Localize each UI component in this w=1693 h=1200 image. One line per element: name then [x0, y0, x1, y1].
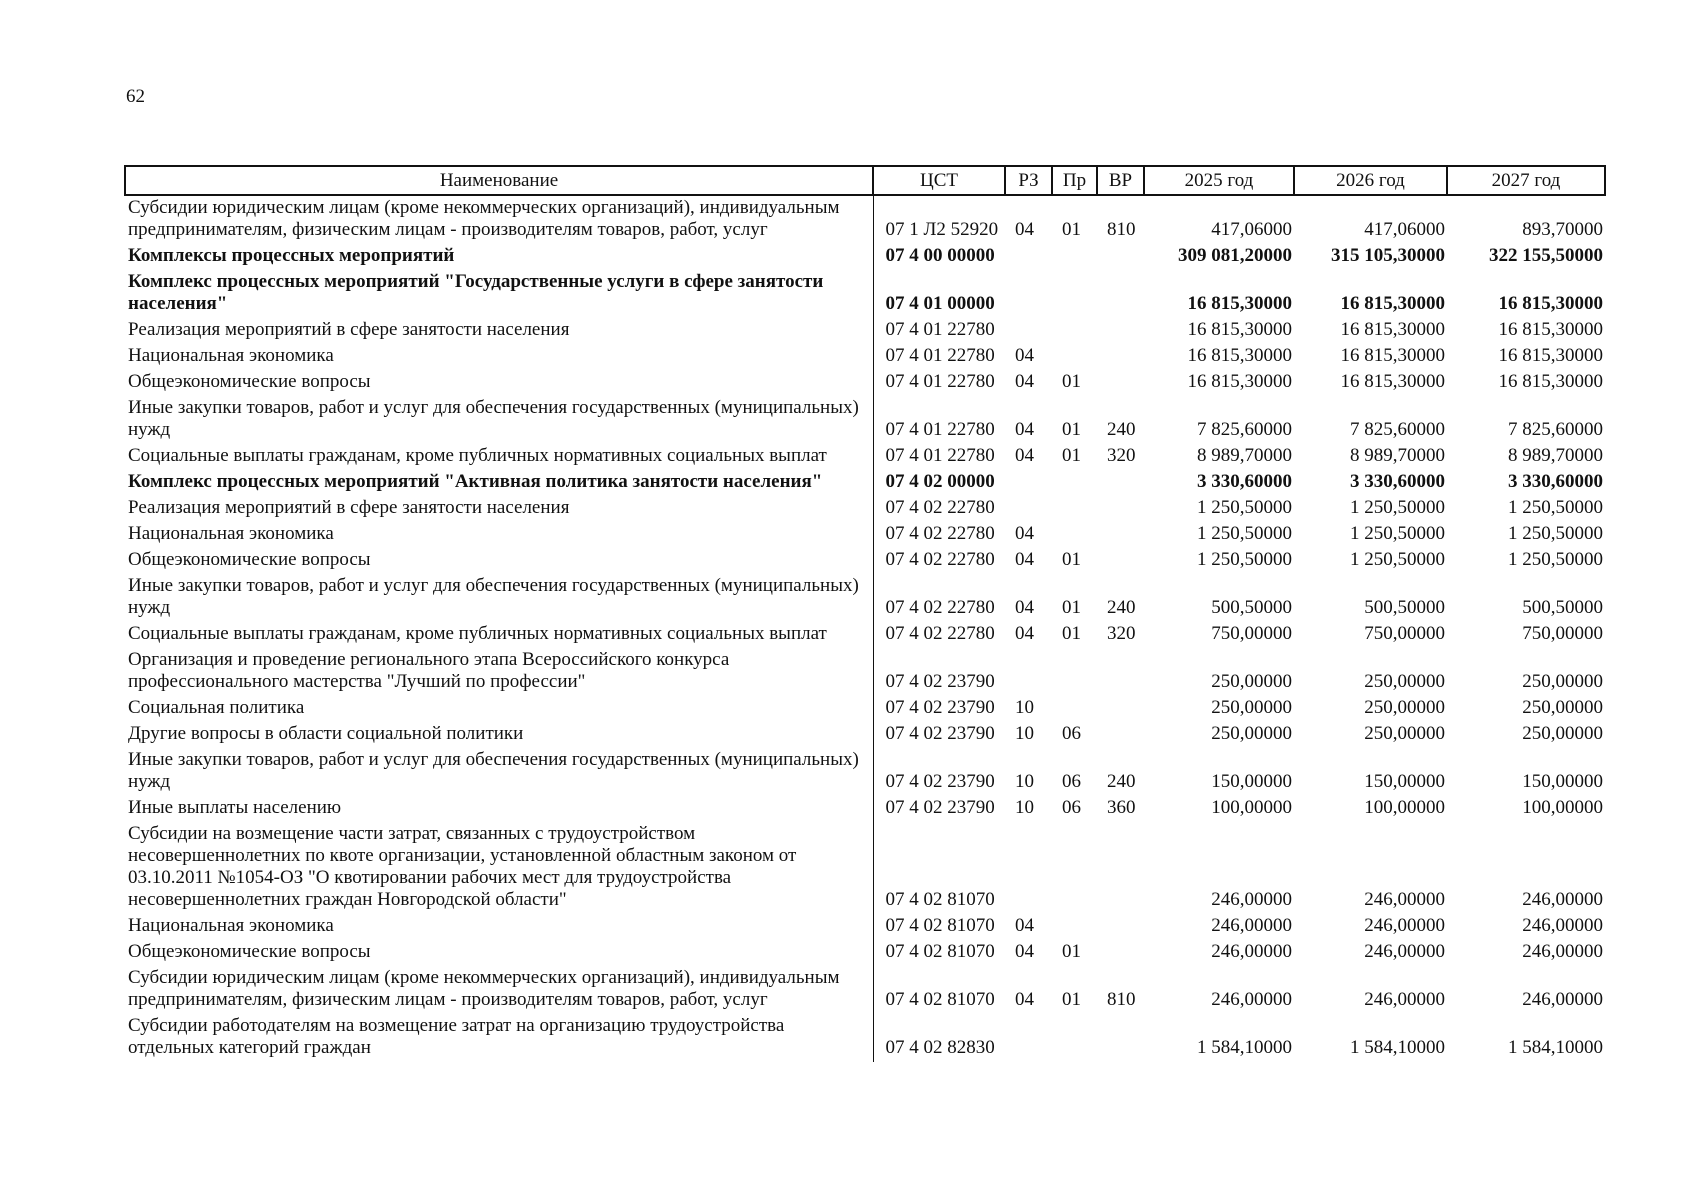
row-2027-cell: 150,00000 [1522, 771, 1603, 792]
row-2026-cell: 417,06000 [1364, 219, 1445, 240]
row-cst-cell: 07 4 01 00000 [885, 293, 995, 314]
row-cst-cell: 07 4 02 22780 [885, 497, 995, 518]
row-2027-cell: 1 250,50000 [1508, 549, 1603, 570]
header-2027: 2027 год [1447, 166, 1605, 195]
row-vr-cell [1097, 822, 1144, 914]
row-rz-cell [1005, 648, 1052, 696]
row-cst-cell: 07 4 01 22780 [885, 445, 995, 466]
row-rz-cell: 04 [1015, 419, 1034, 440]
table-row [125, 914, 1605, 940]
row-pr-cell [1052, 822, 1097, 914]
header-vr: ВР [1097, 166, 1144, 195]
table-row [125, 748, 1605, 796]
row-2025-cell: 16 815,30000 [1187, 319, 1292, 340]
row-name-cell: Иные выплаты населению [125, 796, 873, 822]
row-vr-cell: 320 [1107, 623, 1136, 644]
row-2026-cell: 500,50000 [1364, 597, 1445, 618]
row-vr-cell [1097, 496, 1144, 522]
row-2025-cell: 1 250,50000 [1197, 497, 1292, 518]
row-name-cell: Реализация мероприятий в сфере занятости населения [125, 318, 873, 344]
row-rz-cell [1005, 496, 1052, 522]
row-2025-cell: 3 330,60000 [1197, 471, 1292, 492]
row-2027-cell: 7 825,60000 [1508, 419, 1603, 440]
row-2025-cell: 417,06000 [1211, 219, 1292, 240]
row-rz-cell: 04 [1015, 915, 1034, 936]
row-vr-cell: 240 [1107, 771, 1136, 792]
row-rz-cell: 04 [1015, 345, 1034, 366]
row-cst-cell: 07 4 02 81070 [885, 989, 995, 1010]
row-pr-cell [1052, 244, 1097, 270]
row-2027-cell: 16 815,30000 [1498, 293, 1603, 314]
row-cst-cell: 07 4 02 22780 [885, 597, 995, 618]
table-row [125, 396, 1605, 444]
row-cst-cell: 07 4 01 22780 [885, 345, 995, 366]
row-cst-cell: 07 4 00 00000 [885, 245, 995, 266]
row-vr-cell [1097, 318, 1144, 344]
row-vr-cell [1097, 648, 1144, 696]
row-name-cell: Комплекс процессных мероприятий "Активная политика занятости населения" [125, 470, 873, 496]
row-cst-cell: 07 4 01 22780 [885, 419, 995, 440]
row-2027-cell: 3 330,60000 [1508, 471, 1603, 492]
row-rz-cell: 10 [1015, 723, 1034, 744]
row-2025-cell: 16 815,30000 [1187, 371, 1292, 392]
row-name-cell: Общеэкономические вопросы [125, 548, 873, 574]
row-rz-cell [1005, 822, 1052, 914]
row-cst-cell: 07 4 02 23790 [885, 723, 995, 744]
row-cst-cell: 07 4 02 00000 [885, 471, 995, 492]
row-2027-cell: 16 815,30000 [1498, 371, 1603, 392]
row-cst-cell: 07 1 Л2 52920 [885, 219, 999, 240]
row-2025-cell: 1 584,10000 [1197, 1037, 1292, 1058]
row-vr-cell: 320 [1107, 445, 1136, 466]
row-pr-cell [1052, 496, 1097, 522]
table-row [125, 496, 1605, 522]
row-2025-cell: 500,50000 [1211, 597, 1292, 618]
row-2026-cell: 246,00000 [1364, 989, 1445, 1010]
table-row [125, 522, 1605, 548]
row-2026-cell: 16 815,30000 [1340, 319, 1445, 340]
header-2026: 2026 год [1294, 166, 1447, 195]
row-name-cell: Социальная политика [125, 696, 873, 722]
header-2025: 2025 год [1144, 166, 1294, 195]
row-vr-cell [1097, 914, 1144, 940]
row-rz-cell [1005, 244, 1052, 270]
row-rz-cell: 04 [1015, 941, 1034, 962]
row-vr-cell: 360 [1107, 797, 1136, 818]
row-vr-cell [1097, 370, 1144, 396]
row-pr-cell: 01 [1062, 597, 1081, 618]
row-name-cell: Реализация мероприятий в сфере занятости населения [125, 496, 873, 522]
row-name-cell: Субсидии юридическим лицам (кроме некоммерческих организаций), индивидуальным предпринимателям, физическим лицам - производителям товаров, работ, услуг [125, 966, 873, 1014]
row-rz-cell: 10 [1015, 771, 1034, 792]
row-2027-cell: 246,00000 [1522, 915, 1603, 936]
row-pr-cell [1052, 344, 1097, 370]
table-header-row [125, 166, 1605, 195]
header-name: Наименование [125, 166, 873, 195]
row-2025-cell: 7 825,60000 [1197, 419, 1292, 440]
row-vr-cell [1097, 1014, 1144, 1062]
table-row [125, 470, 1605, 496]
table-row [125, 195, 1605, 244]
row-rz-cell [1005, 270, 1052, 318]
row-2025-cell: 250,00000 [1211, 697, 1292, 718]
row-2027-cell: 16 815,30000 [1498, 319, 1603, 340]
table-row [125, 370, 1605, 396]
row-name-cell: Иные закупки товаров, работ и услуг для обеспечения государственных (муниципальных) нужд [125, 748, 873, 796]
row-2027-cell: 893,70000 [1522, 219, 1603, 240]
row-2027-cell: 1 250,50000 [1508, 497, 1603, 518]
row-2025-cell: 246,00000 [1211, 889, 1292, 910]
table-row [125, 548, 1605, 574]
row-2026-cell: 750,00000 [1364, 623, 1445, 644]
row-2027-cell: 246,00000 [1522, 889, 1603, 910]
table-row [125, 270, 1605, 318]
row-2027-cell: 100,00000 [1522, 797, 1603, 818]
row-cst-cell: 07 4 02 22780 [885, 523, 995, 544]
row-rz-cell: 04 [1015, 549, 1034, 570]
row-pr-cell [1052, 696, 1097, 722]
table-row [125, 574, 1605, 622]
table-row [125, 444, 1605, 470]
row-2026-cell: 250,00000 [1364, 697, 1445, 718]
row-2026-cell: 16 815,30000 [1340, 293, 1445, 314]
row-cst-cell: 07 4 02 23790 [885, 797, 995, 818]
row-2027-cell: 1 250,50000 [1508, 523, 1603, 544]
row-vr-cell [1097, 548, 1144, 574]
table-row [125, 966, 1605, 1014]
row-vr-cell [1097, 522, 1144, 548]
row-rz-cell: 04 [1015, 989, 1034, 1010]
row-2025-cell: 309 081,20000 [1178, 245, 1292, 266]
row-cst-cell: 07 4 02 23790 [885, 671, 995, 692]
row-name-cell: Организация и проведение регионального этапа Всероссийского конкурса профессионального мастерства "Лучший по профессии" [125, 648, 873, 696]
row-2026-cell: 246,00000 [1364, 941, 1445, 962]
row-rz-cell [1005, 1014, 1052, 1062]
row-name-cell: Субсидии работодателям на возмещение затрат на организацию трудоустройства отдельных категорий граждан [125, 1014, 873, 1062]
row-name-cell: Общеэкономические вопросы [125, 940, 873, 966]
row-2025-cell: 16 815,30000 [1187, 345, 1292, 366]
row-2026-cell: 1 250,50000 [1350, 497, 1445, 518]
row-vr-cell [1097, 470, 1144, 496]
row-rz-cell: 04 [1015, 597, 1034, 618]
row-2026-cell: 1 250,50000 [1350, 523, 1445, 544]
row-name-cell: Комплексы процессных мероприятий [125, 244, 873, 270]
row-vr-cell: 240 [1107, 597, 1136, 618]
row-pr-cell: 01 [1062, 445, 1081, 466]
row-pr-cell [1052, 1014, 1097, 1062]
row-2027-cell: 246,00000 [1522, 941, 1603, 962]
table-row [125, 796, 1605, 822]
header-cst: ЦСТ [873, 166, 1005, 195]
row-pr-cell [1052, 648, 1097, 696]
row-2025-cell: 8 989,70000 [1197, 445, 1292, 466]
row-rz-cell: 10 [1015, 697, 1034, 718]
row-2027-cell: 16 815,30000 [1498, 345, 1603, 366]
row-name-cell: Комплекс процессных мероприятий "Государственные услуги в сфере занятости населения" [125, 270, 873, 318]
row-rz-cell: 04 [1015, 371, 1034, 392]
header-rz: РЗ [1005, 166, 1052, 195]
row-name-cell: Иные закупки товаров, работ и услуг для обеспечения государственных (муниципальных) нужд [125, 396, 873, 444]
row-pr-cell: 01 [1062, 623, 1081, 644]
row-rz-cell: 04 [1015, 219, 1034, 240]
table-row [125, 1014, 1605, 1062]
row-2026-cell: 16 815,30000 [1340, 345, 1445, 366]
row-pr-cell: 01 [1062, 989, 1081, 1010]
row-2027-cell: 500,50000 [1522, 597, 1603, 618]
row-2025-cell: 150,00000 [1211, 771, 1292, 792]
row-cst-cell: 07 4 02 23790 [885, 771, 995, 792]
row-cst-cell: 07 4 02 23790 [885, 697, 995, 718]
row-2026-cell: 150,00000 [1364, 771, 1445, 792]
row-cst-cell: 07 4 02 81070 [885, 915, 995, 936]
row-2027-cell: 250,00000 [1522, 723, 1603, 744]
row-cst-cell: 07 4 02 82830 [885, 1037, 995, 1058]
row-2027-cell: 322 155,50000 [1489, 245, 1603, 266]
row-name-cell: Национальная экономика [125, 344, 873, 370]
table-row [125, 940, 1605, 966]
row-2025-cell: 100,00000 [1211, 797, 1292, 818]
row-pr-cell [1052, 522, 1097, 548]
row-2025-cell: 16 815,30000 [1187, 293, 1292, 314]
row-2026-cell: 8 989,70000 [1350, 445, 1445, 466]
row-cst-cell: 07 4 02 22780 [885, 549, 995, 570]
row-2026-cell: 100,00000 [1364, 797, 1445, 818]
row-name-cell: Другие вопросы в области социальной политики [125, 722, 873, 748]
row-2027-cell: 250,00000 [1522, 697, 1603, 718]
row-name-cell: Субсидии юридическим лицам (кроме некоммерческих организаций), индивидуальным предпринимателям, физическим лицам - производителям товаров, работ, услуг [125, 195, 873, 244]
row-name-cell: Национальная экономика [125, 522, 873, 548]
row-2027-cell: 750,00000 [1522, 623, 1603, 644]
row-2025-cell: 246,00000 [1211, 941, 1292, 962]
row-2025-cell: 750,00000 [1211, 623, 1292, 644]
row-pr-cell [1052, 270, 1097, 318]
row-vr-cell [1097, 696, 1144, 722]
row-2026-cell: 246,00000 [1364, 915, 1445, 936]
header-pr: Пр [1052, 166, 1097, 195]
row-pr-cell: 06 [1062, 771, 1081, 792]
row-cst-cell: 07 4 02 81070 [885, 889, 995, 910]
row-rz-cell [1005, 318, 1052, 344]
table-row [125, 318, 1605, 344]
table-row [125, 822, 1605, 914]
row-2026-cell: 16 815,30000 [1340, 371, 1445, 392]
row-name-cell: Социальные выплаты гражданам, кроме публичных нормативных социальных выплат [125, 622, 873, 648]
budget-table [124, 165, 1606, 1062]
row-2025-cell: 246,00000 [1211, 989, 1292, 1010]
row-2025-cell: 1 250,50000 [1197, 523, 1292, 544]
row-pr-cell: 01 [1062, 941, 1081, 962]
row-2026-cell: 3 330,60000 [1350, 471, 1445, 492]
page-number: 62 [126, 86, 145, 107]
row-rz-cell: 04 [1015, 623, 1034, 644]
row-vr-cell: 240 [1107, 419, 1136, 440]
table-row [125, 648, 1605, 696]
row-pr-cell: 01 [1062, 219, 1081, 240]
table-row [125, 244, 1605, 270]
row-cst-cell: 07 4 01 22780 [885, 371, 995, 392]
row-2026-cell: 315 105,30000 [1331, 245, 1445, 266]
row-2026-cell: 7 825,60000 [1350, 419, 1445, 440]
row-pr-cell [1052, 470, 1097, 496]
row-2026-cell: 1 250,50000 [1350, 549, 1445, 570]
row-name-cell: Субсидии на возмещение части затрат, связанных с трудоустройством несовершеннолетних по квоте организации, установленной областным законом от 03.10.2011 №1054-ОЗ "О квотировании рабочих мест для трудоустройства несовершеннолетних граждан Новгородской области" [125, 822, 873, 914]
row-2026-cell: 1 584,10000 [1350, 1037, 1445, 1058]
row-2026-cell: 250,00000 [1364, 671, 1445, 692]
row-rz-cell [1005, 470, 1052, 496]
row-pr-cell: 01 [1062, 549, 1081, 570]
row-2027-cell: 246,00000 [1522, 989, 1603, 1010]
row-pr-cell: 01 [1062, 371, 1081, 392]
table-row [125, 722, 1605, 748]
table-row [125, 344, 1605, 370]
row-cst-cell: 07 4 02 81070 [885, 941, 995, 962]
row-2025-cell: 250,00000 [1211, 671, 1292, 692]
row-rz-cell: 04 [1015, 523, 1034, 544]
row-2025-cell: 250,00000 [1211, 723, 1292, 744]
row-name-cell: Иные закупки товаров, работ и услуг для обеспечения государственных (муниципальных) нужд [125, 574, 873, 622]
row-pr-cell: 06 [1062, 723, 1081, 744]
row-pr-cell: 06 [1062, 797, 1081, 818]
row-vr-cell [1097, 244, 1144, 270]
row-name-cell: Общеэкономические вопросы [125, 370, 873, 396]
row-2026-cell: 246,00000 [1364, 889, 1445, 910]
row-name-cell: Социальные выплаты гражданам, кроме публичных нормативных социальных выплат [125, 444, 873, 470]
row-2027-cell: 250,00000 [1522, 671, 1603, 692]
row-vr-cell: 810 [1107, 219, 1136, 240]
row-vr-cell [1097, 722, 1144, 748]
row-2025-cell: 1 250,50000 [1197, 549, 1292, 570]
row-2027-cell: 1 584,10000 [1508, 1037, 1603, 1058]
row-rz-cell: 10 [1015, 797, 1034, 818]
row-pr-cell [1052, 914, 1097, 940]
row-name-cell: Национальная экономика [125, 914, 873, 940]
row-pr-cell [1052, 318, 1097, 344]
row-2025-cell: 246,00000 [1211, 915, 1292, 936]
row-vr-cell [1097, 940, 1144, 966]
row-rz-cell: 04 [1015, 445, 1034, 466]
row-2027-cell: 8 989,70000 [1508, 445, 1603, 466]
row-cst-cell: 07 4 01 22780 [885, 319, 995, 340]
row-vr-cell [1097, 344, 1144, 370]
row-vr-cell [1097, 270, 1144, 318]
table-row [125, 696, 1605, 722]
row-cst-cell: 07 4 02 22780 [885, 623, 995, 644]
table-body [125, 195, 1605, 1062]
table-row [125, 622, 1605, 648]
row-vr-cell: 810 [1107, 989, 1136, 1010]
row-2026-cell: 250,00000 [1364, 723, 1445, 744]
row-pr-cell: 01 [1062, 419, 1081, 440]
